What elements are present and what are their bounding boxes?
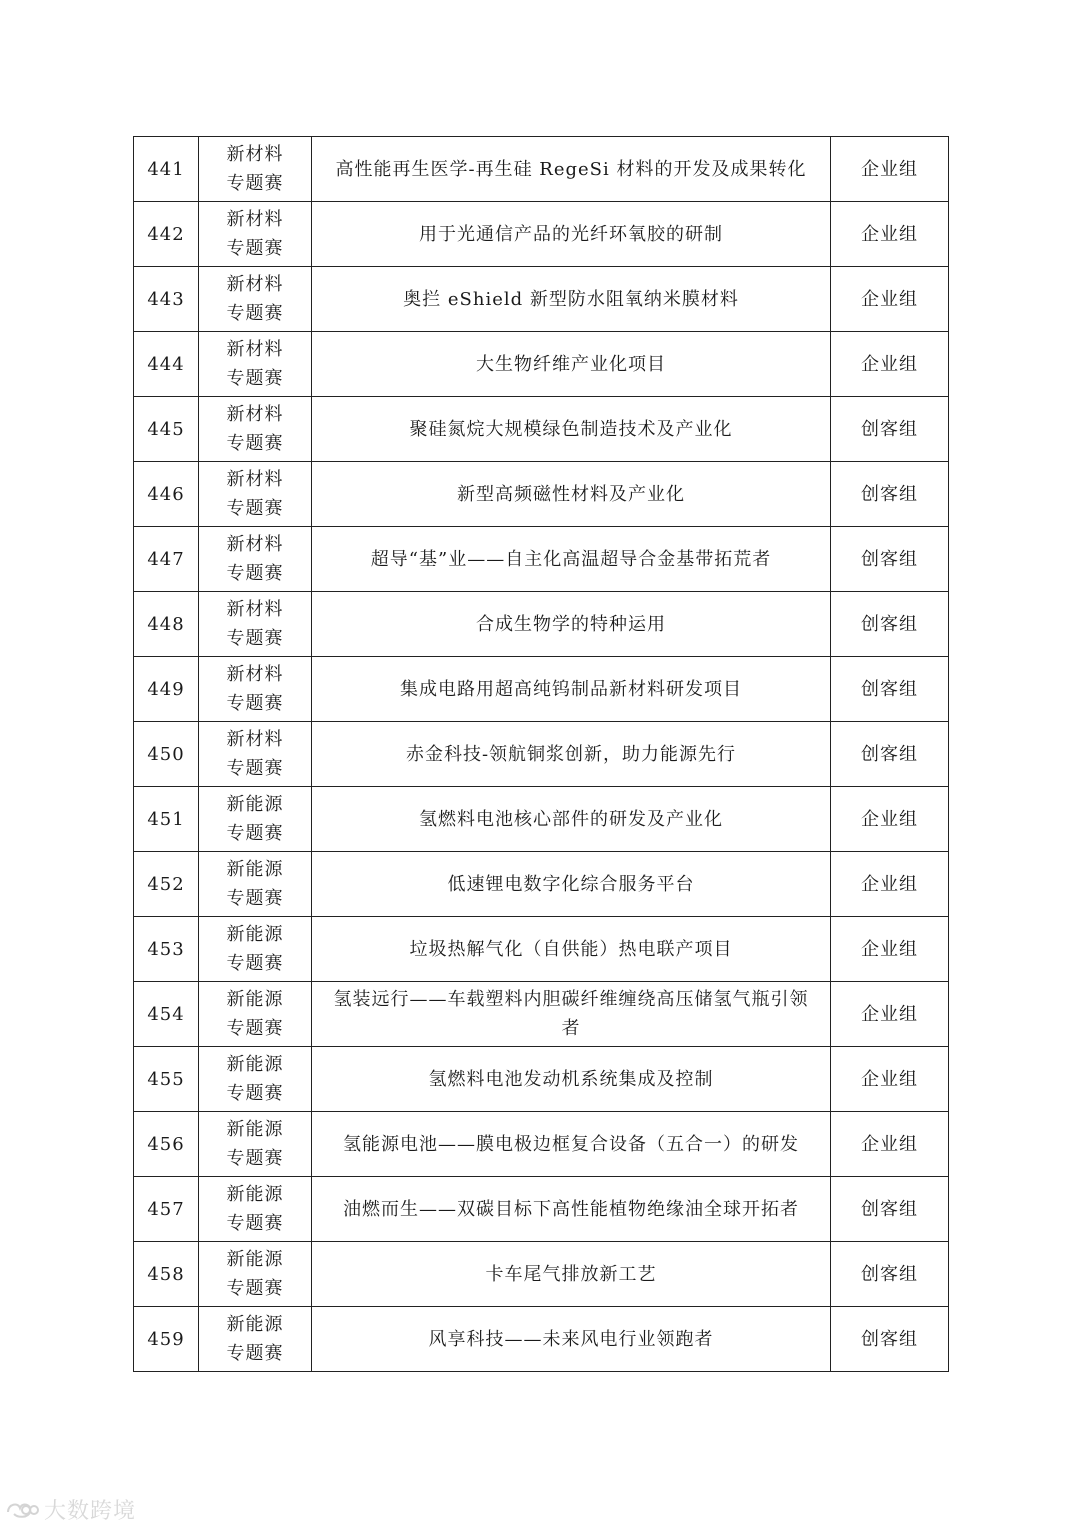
row-project-title [312,982,831,1047]
row-project-title [312,657,831,722]
category-name: 新材料 [226,404,284,425]
row-group: 创客组 [831,722,949,787]
row-project-title [312,267,831,332]
category-type: 专题赛 [226,693,284,714]
row-group: 企业组 [831,852,949,917]
table-row [134,462,949,527]
category-type: 专题赛 [226,498,284,519]
row-number: 442 [134,202,199,267]
project-title-text: 聚硅氮烷大规模绿色制造技术及产业化 [409,418,733,440]
row-number: 443 [134,267,199,332]
project-title-text: 奥拦 eShield 新型防水阻氧纳米膜材料 [403,288,739,310]
table-row [134,202,949,267]
category-type: 专题赛 [226,1278,284,1299]
project-title-text: 集成电路用超高纯钨制品新材料研发项目 [400,678,742,700]
row-project-title [312,1047,831,1112]
category-name: 新材料 [226,209,284,230]
category-name: 新能源 [226,1314,284,1335]
row-category [199,527,312,592]
row-number: 446 [134,462,199,527]
row-project-title [312,527,831,592]
row-project-title [312,1307,831,1372]
project-title-text: 低速锂电数字化综合服务平台 [447,873,695,895]
category-name: 新材料 [226,274,284,295]
row-category [199,462,312,527]
category-type: 专题赛 [226,1018,284,1039]
table-row [134,332,949,397]
table-row [134,267,949,332]
row-group: 企业组 [831,917,949,982]
row-number: 455 [134,1047,199,1112]
table-row [134,787,949,852]
row-project-title [312,202,831,267]
category-type: 专题赛 [226,1083,284,1104]
table-row [134,1242,949,1307]
row-project-title [312,722,831,787]
row-number: 454 [134,982,199,1047]
row-number: 457 [134,1177,199,1242]
row-category [199,332,312,397]
category-name: 新能源 [226,1249,284,1270]
category-name: 新能源 [226,1184,284,1205]
category-type: 专题赛 [226,758,284,779]
row-category [199,1177,312,1242]
table-row [134,1112,949,1177]
row-number: 445 [134,397,199,462]
project-title-text: 垃圾热解气化（自供能）热电联产项目 [409,938,733,960]
row-category [199,267,312,332]
row-group: 企业组 [831,267,949,332]
project-title-text: 卡车尾气排放新工艺 [485,1263,657,1285]
table-row [134,657,949,722]
category-name: 新能源 [226,1054,284,1075]
row-number: 449 [134,657,199,722]
table-row [134,982,949,1047]
row-group: 创客组 [831,527,949,592]
row-group: 创客组 [831,657,949,722]
row-number: 459 [134,1307,199,1372]
row-category [199,1047,312,1112]
project-title-text: 高性能再生医学-再生硅 RegeSi 材料的开发及成果转化 [335,158,807,180]
category-type: 专题赛 [226,368,284,389]
row-number: 458 [134,1242,199,1307]
row-group: 企业组 [831,787,949,852]
project-title-text: 新型高频磁性材料及产业化 [457,483,685,505]
project-title-text: 合成生物学的特种运用 [476,613,666,635]
row-number: 448 [134,592,199,657]
project-title-text: 氢燃料电池发动机系统集成及控制 [428,1068,714,1090]
category-name: 新材料 [226,469,284,490]
row-number: 444 [134,332,199,397]
row-project-title [312,332,831,397]
row-category [199,1307,312,1372]
category-name: 新材料 [226,339,284,360]
watermark [4,1494,136,1525]
row-group: 企业组 [831,137,949,202]
category-type: 专题赛 [226,563,284,584]
row-number: 453 [134,917,199,982]
category-name: 新材料 [226,144,284,165]
row-category [199,982,312,1047]
table-row [134,592,949,657]
row-category [199,852,312,917]
row-project-title [312,917,831,982]
category-type: 专题赛 [226,303,284,324]
table-row [134,527,949,592]
row-category [199,137,312,202]
row-group: 企业组 [831,202,949,267]
row-project-title [312,137,831,202]
row-project-title [312,397,831,462]
category-name: 新能源 [226,924,284,945]
row-group: 创客组 [831,1177,949,1242]
row-group: 企业组 [831,1047,949,1112]
row-category [199,397,312,462]
row-group: 创客组 [831,397,949,462]
category-name: 新能源 [226,794,284,815]
project-title-text: 超导“基”业——自主化高温超导合金基带拓荒者 [370,548,772,570]
row-project-title [312,787,831,852]
row-category [199,787,312,852]
row-number: 452 [134,852,199,917]
project-title-text: 用于光通信产品的光纤环氧胶的研制 [419,223,723,245]
row-project-title [312,852,831,917]
row-project-title [312,1112,831,1177]
watermark-text: 大数跨境 [44,1499,137,1524]
category-type: 专题赛 [226,173,284,194]
category-type: 专题赛 [226,823,284,844]
table-row [134,917,949,982]
project-title-text: 风享科技——未来风电行业领跑者 [428,1328,714,1350]
category-type: 专题赛 [226,953,284,974]
row-group: 创客组 [831,1242,949,1307]
project-table [133,136,949,1372]
row-number: 441 [134,137,199,202]
row-group: 企业组 [831,332,949,397]
row-category [199,202,312,267]
row-group: 创客组 [831,1307,949,1372]
category-name: 新材料 [226,599,284,620]
category-type: 专题赛 [226,1148,284,1169]
row-group: 创客组 [831,592,949,657]
project-title-text: 氢装远行——车载塑料内胆碳纤维缠绕高压储氢气瓶引领者 [333,989,809,1039]
row-number: 450 [134,722,199,787]
category-type: 专题赛 [226,1213,284,1234]
project-title-text: 大生物纤维产业化项目 [476,353,666,375]
row-category [199,1242,312,1307]
table-row [134,1177,949,1242]
table-row [134,722,949,787]
table-row [134,397,949,462]
category-type: 专题赛 [226,238,284,259]
row-project-title [312,1242,831,1307]
category-type: 专题赛 [226,888,284,909]
category-name: 新材料 [226,729,284,750]
table-row [134,852,949,917]
category-type: 专题赛 [226,433,284,454]
row-group: 企业组 [831,982,949,1047]
row-number: 447 [134,527,199,592]
category-name: 新能源 [226,859,284,880]
row-number: 456 [134,1112,199,1177]
row-project-title [312,462,831,527]
row-category [199,657,312,722]
project-title-text: 氢燃料电池核心部件的研发及产业化 [419,808,723,830]
row-group: 创客组 [831,462,949,527]
category-name: 新材料 [226,534,284,555]
project-title-text: 氢能源电池——膜电极边框复合设备（五合一）的研发 [343,1133,799,1155]
row-group: 企业组 [831,1112,949,1177]
row-project-title [312,592,831,657]
category-type: 专题赛 [226,628,284,649]
table-row [134,1047,949,1112]
category-type: 专题赛 [226,1343,284,1364]
row-number: 451 [134,787,199,852]
table-row [134,1307,949,1372]
project-title-text: 油燃而生——双碳目标下高性能植物绝缘油全球开拓者 [343,1198,799,1220]
project-title-text: 赤金科技-领航铜浆创新，助力能源先行 [405,743,737,765]
category-name: 新材料 [226,664,284,685]
brand-logo-icon [4,1498,40,1522]
row-category [199,917,312,982]
category-name: 新能源 [226,1119,284,1140]
row-project-title [312,1177,831,1242]
row-category [199,1112,312,1177]
table-row [134,137,949,202]
row-category [199,722,312,787]
category-name: 新能源 [226,989,284,1010]
row-category [199,592,312,657]
table-body [134,137,949,1372]
